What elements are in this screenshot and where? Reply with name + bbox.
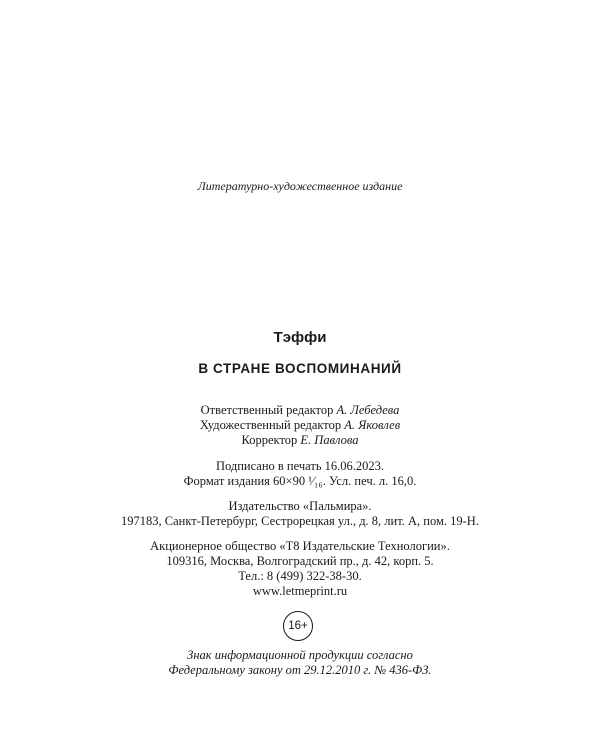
edition-type: Литературно-художественное издание bbox=[197, 179, 403, 193]
book-title: В СТРАНЕ ВОСПОМИНАНИЙ bbox=[198, 361, 402, 376]
author-name: Тэффи bbox=[273, 329, 327, 346]
staff-art-editor bbox=[0, 417, 600, 433]
staff-name: А. Лебедева bbox=[336, 403, 400, 417]
staff-role: Ответственный редактор bbox=[200, 403, 334, 417]
printer-address: 109316, Москва, Волгоградский пр., д. 42, корп. 5. bbox=[166, 554, 434, 568]
staff-proofreader bbox=[0, 432, 600, 448]
printer-phone: Тел.: 8 (499) 322-38-30. bbox=[238, 569, 362, 583]
staff-name: А. Яковлев bbox=[344, 418, 401, 432]
publisher-address: 197183, Санкт-Петербург, Сестрорецкая ул., д. 8, лит. А, пом. 19-Н. bbox=[121, 514, 479, 528]
printer-name: Акционерное общество «Т8 Издательские Технологии». bbox=[150, 539, 450, 553]
print-format: Формат издания 60×90 ¹⁄₁₆. Усл. печ. л. 16,0. bbox=[183, 474, 417, 488]
staff-executive-editor bbox=[0, 402, 600, 418]
publisher-name: Издательство «Пальмира». bbox=[228, 499, 372, 513]
printer-website: www.letmeprint.ru bbox=[252, 584, 348, 598]
age-note-line-1: Знак информационной продукции согласно bbox=[187, 648, 413, 662]
age-note-line-2: Федеральному закону от 29.12.2010 г. № 436-ФЗ. bbox=[168, 663, 432, 677]
print-signed-date: Подписано в печать 16.06.2023. bbox=[215, 459, 385, 473]
staff-role: Художественный редактор bbox=[199, 418, 342, 432]
age-rating-badge: 16+ bbox=[283, 611, 313, 641]
staff-role: Корректор bbox=[241, 433, 298, 447]
staff-name: Е. Павлова bbox=[300, 433, 359, 447]
